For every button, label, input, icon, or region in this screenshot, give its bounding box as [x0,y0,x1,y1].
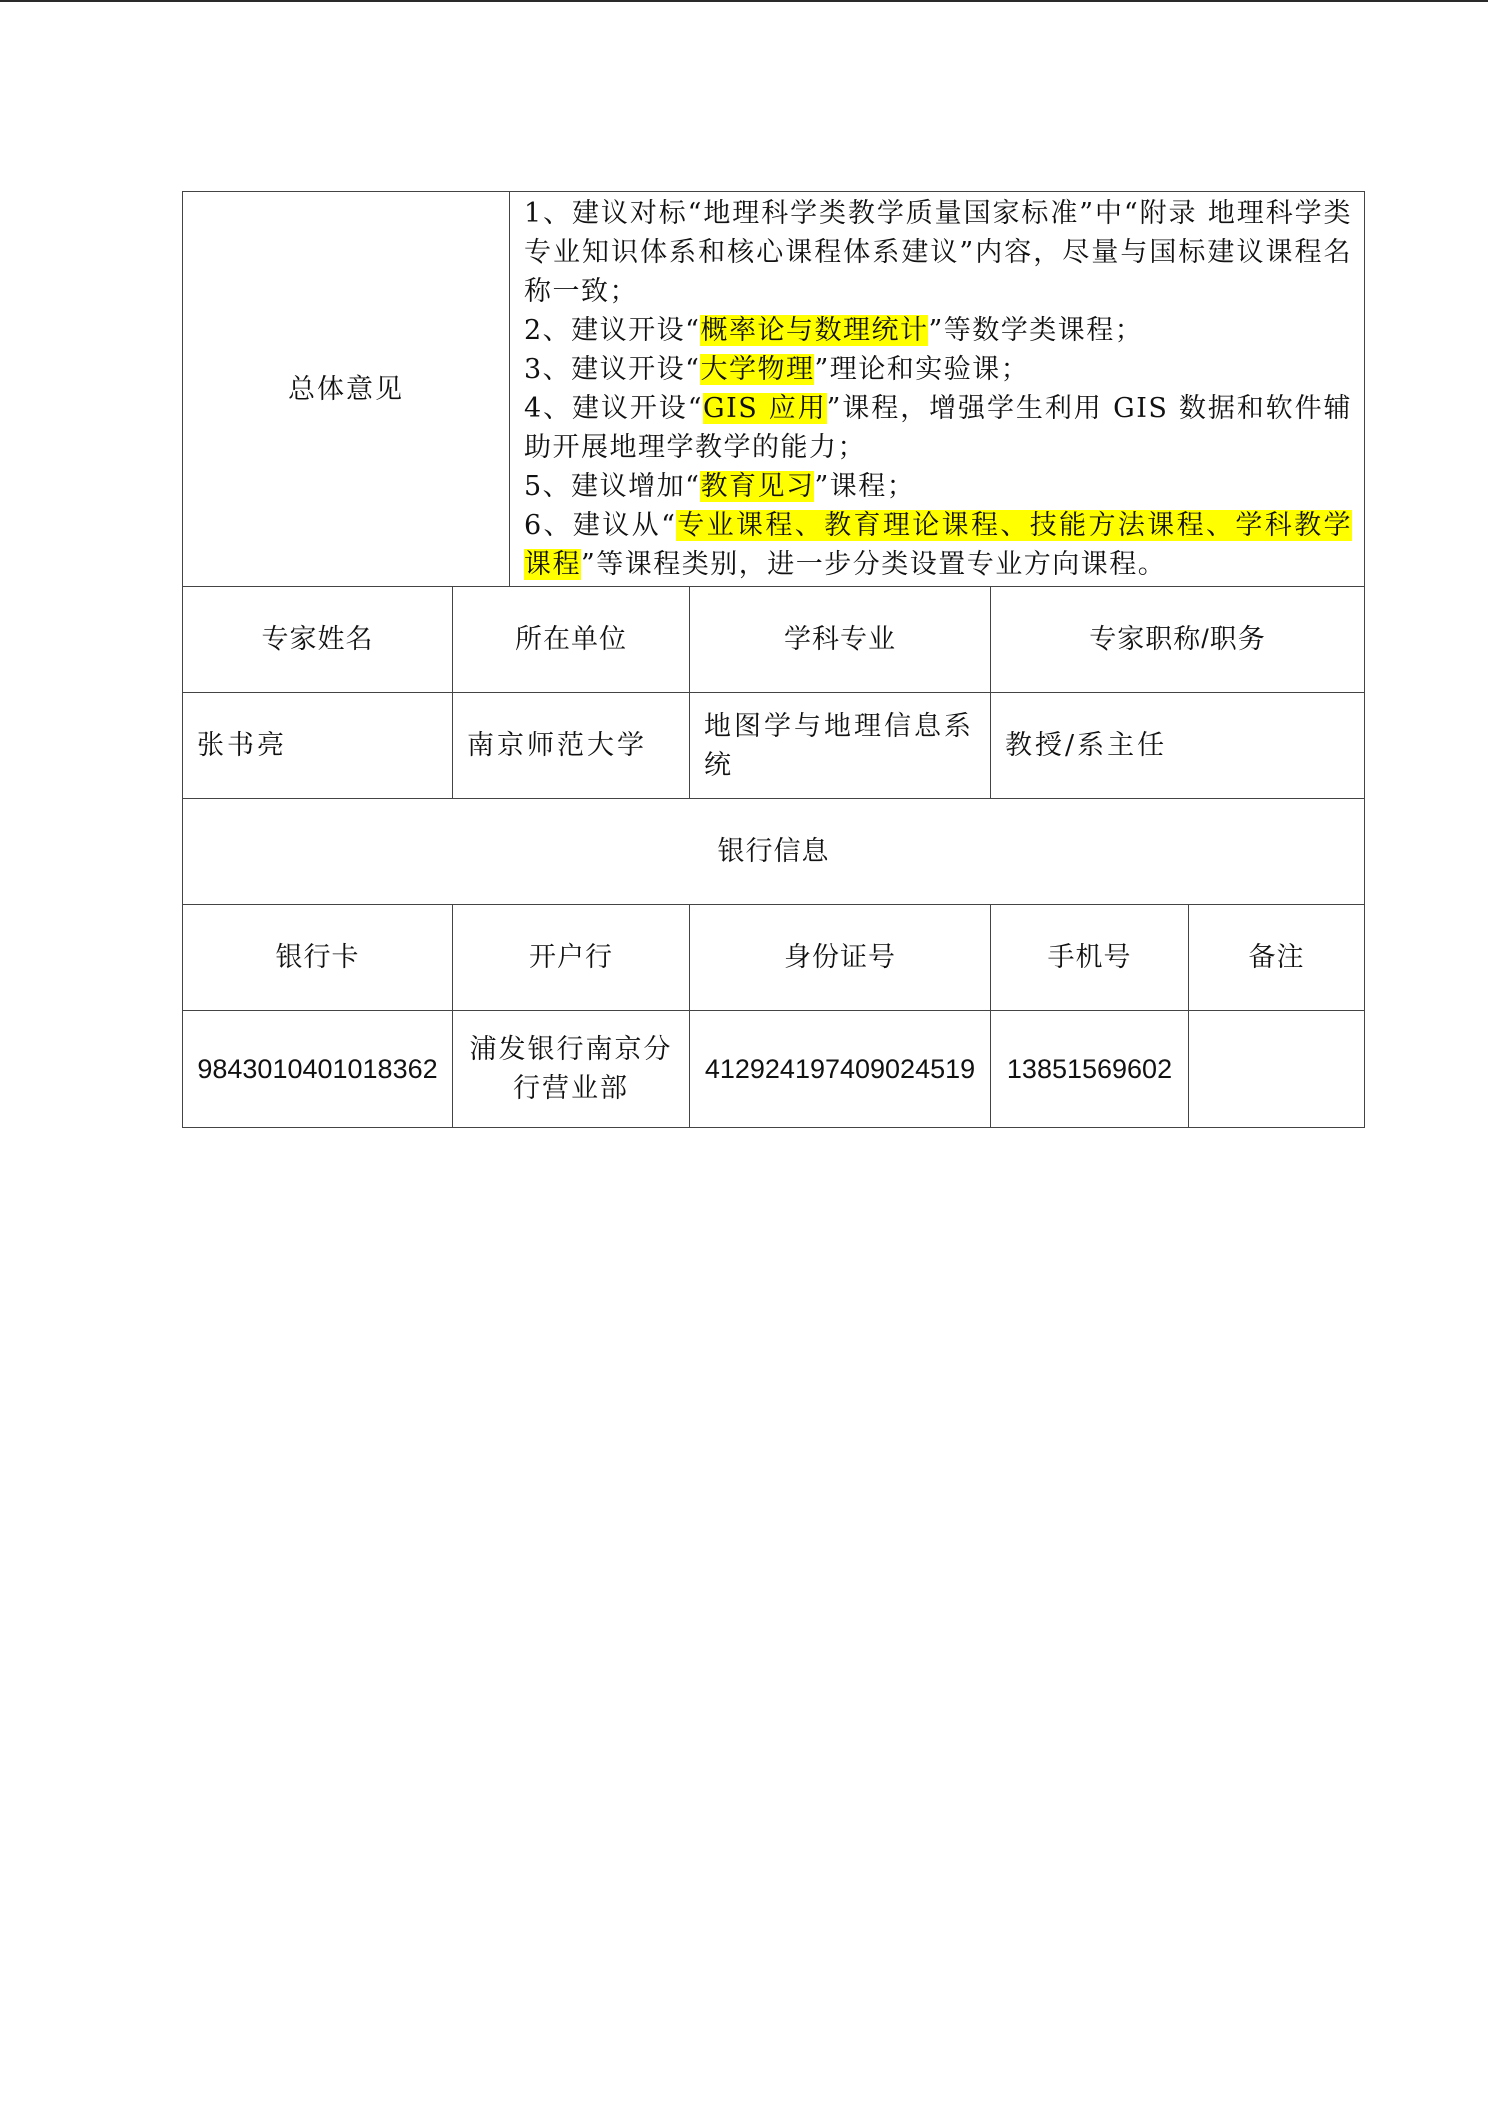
opinion-text: ”等课程类别，进一步分类设置专业方向课程。 [581,549,1167,580]
bank-section-row [183,799,1365,905]
id-number: 412924197409024519 [690,1011,991,1128]
highlighted-course: 大学物理 [700,354,815,385]
header-bank-card: 银行卡 [183,905,453,1011]
header-expert-name: 专家姓名 [183,587,453,693]
opinion-item [524,389,1352,467]
highlighted-course: 教育见习 [700,471,815,502]
bank-branch: 浦发银行南京分行营业部 [453,1011,690,1128]
expert-discipline: 地图学与地理信息系统 [690,693,991,799]
opinion-content [510,192,1365,587]
expert-unit: 南京师范大学 [453,693,690,799]
opinion-text: 6、建议从“ [524,510,677,541]
header-unit: 所在单位 [453,587,690,693]
phone-number: 13851569602 [991,1011,1189,1128]
expert-header-row [183,587,1365,693]
expert-name: 张书亮 [183,693,453,799]
header-id-number: 身份证号 [690,905,991,1011]
opinion-text: 3、建议开设“ [524,354,701,385]
opinion-item [524,506,1352,584]
page-top-border [0,0,1488,2]
highlighted-course: 概率论与数理统计 [700,315,929,346]
header-phone: 手机号 [991,905,1189,1011]
opinion-text: 1、建议对标“地理科学类教学质量国家标准”中“附录 地理科学类专业知识体系和核心课程体系建议”内容，尽量与国标建议课程名称一致； [524,198,1353,307]
opinion-text: ”课程； [814,471,916,502]
remarks [1189,1011,1365,1128]
bank-section-title: 银行信息 [183,799,1365,905]
opinion-label: 总体意见 [183,192,510,587]
bank-card-number: 9843010401018362 [183,1011,453,1128]
header-bank-branch: 开户行 [453,905,690,1011]
opinion-item [524,467,1352,506]
opinion-item [524,194,1352,311]
header-discipline: 学科专业 [690,587,991,693]
opinion-item [524,350,1352,389]
opinion-item [524,311,1352,350]
header-expert-title: 专家职称/职务 [991,587,1365,693]
opinion-text: 4、建议开设“ [524,393,704,424]
opinion-text: ”理论和实验课； [814,354,1030,385]
opinion-text: 5、建议增加“ [524,471,701,502]
highlighted-course: GIS 应用 [703,393,827,424]
review-form-table [182,191,1365,1128]
bank-header-row [183,905,1365,1011]
highlighted-course: 专业课程、教育理论课程、技能方法课程、学科教学课程 [524,510,1353,580]
header-remarks: 备注 [1189,905,1365,1011]
expert-value-row [183,693,1365,799]
opinion-text: ”课程，增强学生利用 GIS 数据和软件辅助开展地理学教学的能力； [524,393,1353,463]
opinion-text: ”等数学类课程； [928,315,1144,346]
expert-title: 教授/系主任 [991,693,1365,799]
opinion-text: 2、建议开设“ [524,315,701,346]
opinion-row [183,192,1365,587]
bank-value-row [183,1011,1365,1128]
